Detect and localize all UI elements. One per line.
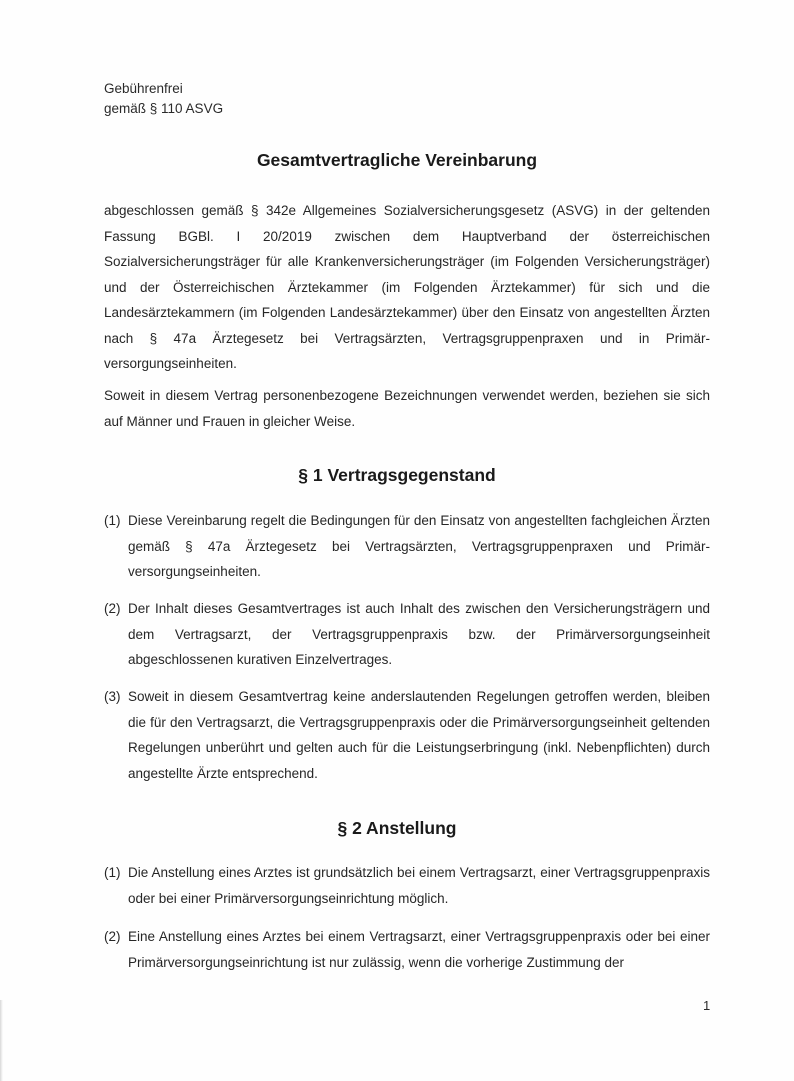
item-text: Soweit in diesem Gesamtvertrag keine anderslautenden Regelungen getroffen werden, bleiben die für den Vertragsarzt, die Vertragsgruppenpraxis oder die Primärversorgungseinheit geltenden Regelungen unberührt und gelten auch für die Leistungserbringung (inkl. Nebenpflichten) durch angestellte Ärzte entsprechend.	[128, 689, 710, 781]
section-1-item-3	[104, 684, 710, 786]
section-1-item-1	[104, 508, 710, 585]
fee-note-line-2: gemäß § 110 ASVG	[104, 101, 224, 116]
item-text: Eine Anstellung eines Arztes bei einem Vertragsarzt, einer Vertragsgruppenpraxis oder bei einer Primärversorgungseinrichtung ist nur zulässig, wenn die vorherige Zustimmung der	[128, 929, 710, 970]
item-text: Der Inhalt dieses Gesamtvertrages ist auch Inhalt des zwischen den Versicherungsträgern und dem Vertragsarzt, der Vertragsgruppenpraxis bzw. der Primärversorgungseinheit abgeschlossenen kurativen Einzelvertrages.	[128, 601, 710, 667]
fee-note	[104, 79, 223, 119]
item-text: Diese Vereinbarung regelt die Bedingungen für den Einsatz von angestellten fachgleichen Ärzten gemäß § 47a Ärztegesetz bei Vertragsärzten, Vertragsgruppenpraxen und Primärversorgungseinheiten.	[128, 513, 710, 579]
scan-edge-shadow	[0, 1000, 3, 1081]
section-2-item-2	[104, 924, 710, 975]
item-text: Die Anstellung eines Arztes ist grundsätzlich bei einem Vertragsarzt, einer Vertragsgruppenpraxis oder bei einer Primärversorgungseinrichtung möglich.	[128, 865, 710, 906]
item-number: (1)	[104, 865, 121, 880]
section-1-item-2	[104, 596, 710, 673]
intro-paragraph: abgeschlossen gemäß § 342e Allgemeines Sozialversicherungsgesetz (ASVG) in der geltenden Fassung BGBl. I 20/2019 zwischen dem Hauptverband der österreichischen Sozialversicherungsträger für alle Krankenversicherungsträger (im Folgenden Versicherungsträger) und der Österreichischen Ärztekammer (im Folgenden Ärztekammer) für sich und die Landesärztekammern (im Folgenden Landesärztekammer) über den Einsatz von angestellten Ärzten nach § 47a Ärztegesetz bei Vertragsärzten, Vertragsgruppenpraxen und in Primärversorgungseinheiten.	[104, 203, 710, 371]
section-1-heading: § 1 Vertragsgegenstand	[298, 465, 496, 485]
item-number: (3)	[104, 689, 121, 704]
page-number: 1	[703, 998, 711, 1013]
gender-note-paragraph: Soweit in diesem Vertrag personenbezogene Bezeichnungen verwendet werden, beziehen sie sich auf Männer und Frauen in gleicher Weise.	[104, 388, 710, 429]
item-number: (2)	[104, 929, 121, 944]
section-2-heading: § 2 Anstellung	[337, 818, 457, 838]
section-2-item-1	[104, 860, 710, 911]
item-number: (1)	[104, 513, 121, 528]
item-number: (2)	[104, 601, 121, 616]
fee-note-line-1: Gebührenfrei	[104, 81, 183, 96]
document-title: Gesamtvertragliche Vereinbarung	[256, 150, 538, 170]
